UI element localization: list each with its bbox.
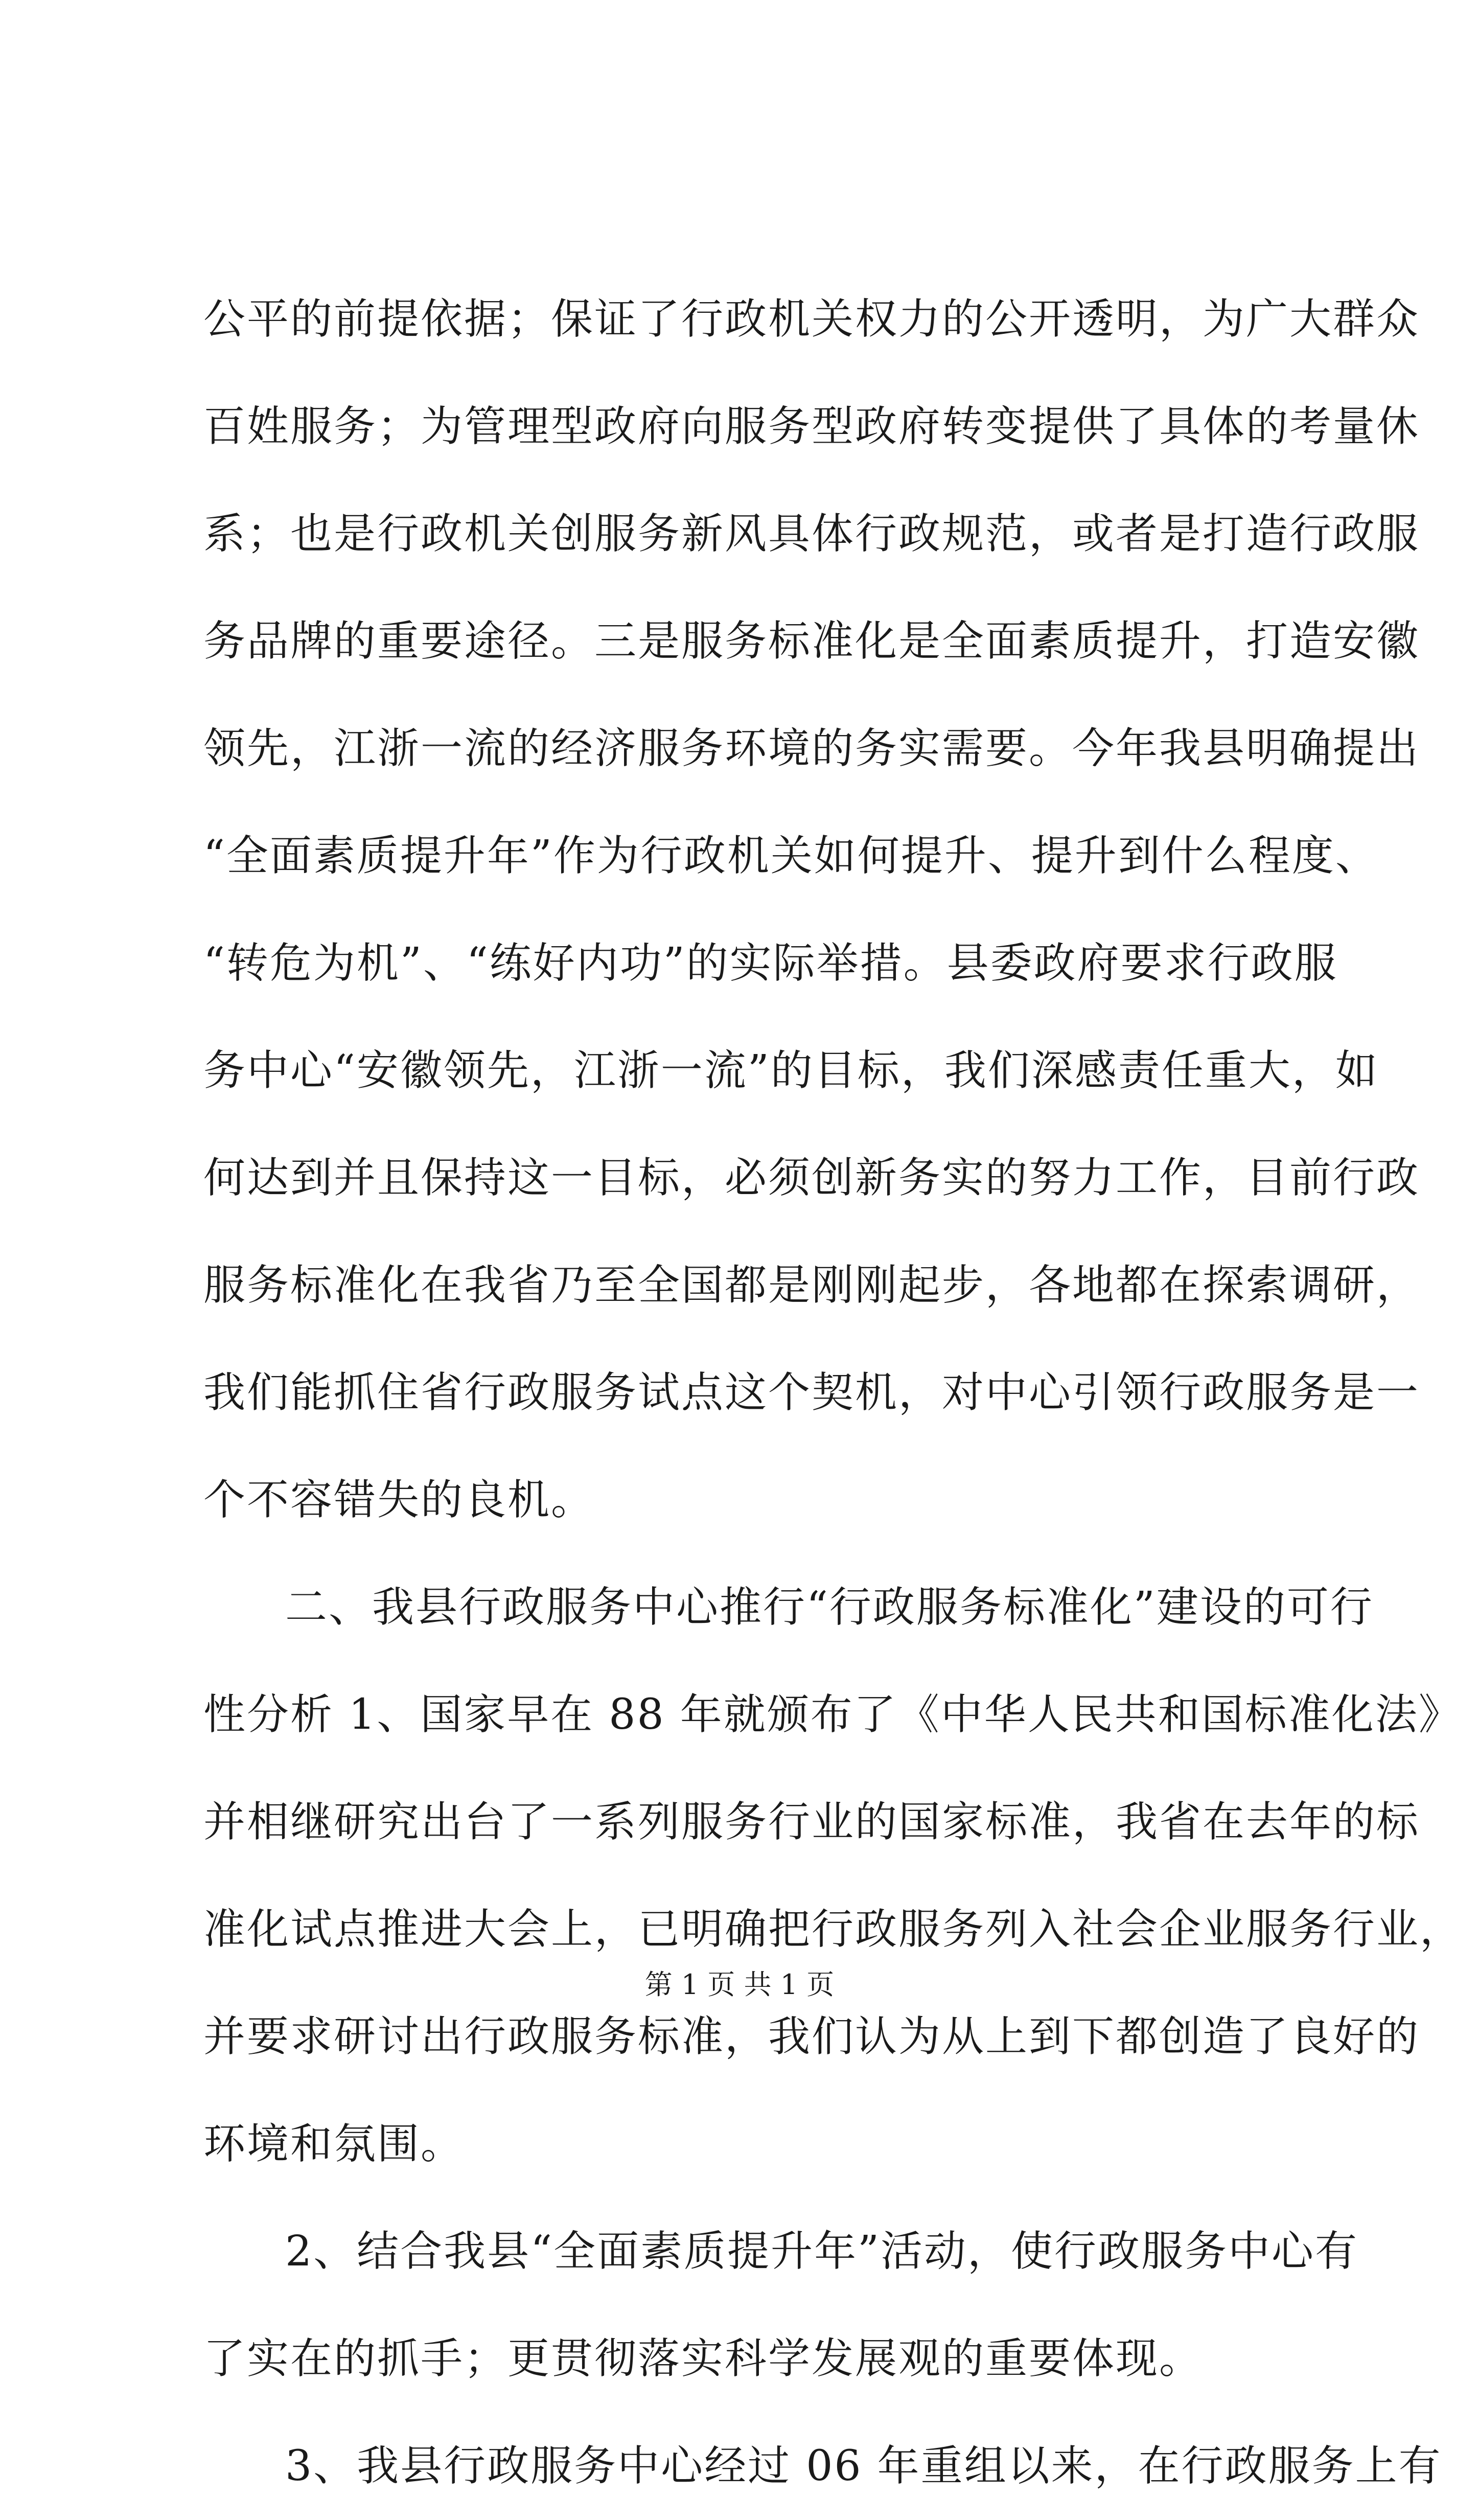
text-line: 我们能抓住省行政服务试点这个契机，对中心引领行政服务是一 — [203, 1368, 1420, 1417]
text-line: “全面素质提升年”作为行政机关如何提升、提升到什么程度、 — [203, 832, 1379, 880]
text-line: 性分析 1、国家早在 88 年就颁布了《中华人民共和国标准化法》 — [203, 1690, 1462, 1739]
text-line: 环境和氛围。 — [203, 2120, 465, 2168]
paragraph-start-line: 3、我县行政服务中心经过 06 年重组以来，在行政服务上有 — [285, 2442, 1442, 2490]
text-line: 了实在的抓手；更贯彻落实科学发展观的重要体现。 — [203, 2334, 1203, 2383]
text-line: 系；也是行政机关创服务新风具体行政规范，或者是打造行政服 — [203, 510, 1420, 558]
text-line: 领先，江浙一流的经济服务环境的务实需要。今年我县明确提出 — [203, 724, 1420, 773]
page-number-footer: 第 1 页 共 1 页 — [644, 1968, 835, 2001]
text-line: 务中心“安徽领先，江浙一流”的目标，我们深感责任重大，如 — [203, 1046, 1379, 1095]
text-line: 并相继研究出台了一系列服务行业的国家标准，我省在去年的标 — [203, 1798, 1420, 1846]
text-line: 何达到并且保持这一目标，必须创新务实的努力工作，目前行政 — [203, 1154, 1420, 1202]
text-line: 服务标准化在我省乃至全国都是刚刚起步，各地都在探索调研， — [203, 1261, 1420, 1310]
text-line: 个不容错失的良机。 — [203, 1476, 595, 1524]
text-line: “转危为机”、“练好内功”的实际举措。县委政府要求行政服 — [203, 939, 1338, 988]
paragraph-start-line: 二、我县行政服务中心推行“行政服务标准化”建设的可行 — [285, 1583, 1374, 1632]
text-line: 准化试点推进大会上，已明确把行政服务列入社会企业服务行业， — [203, 1905, 1464, 1954]
text-line: 公平的前提依据；保证了行政机关权力的公开透明，为广大群众 — [203, 295, 1420, 343]
text-line: 百姓服务；为管理型政府向服务型政府转变提供了具体的考量休 — [203, 402, 1420, 451]
paragraph-start-line: 2、结合我县“全面素质提升年”活动，使行政服务中心有 — [285, 2227, 1359, 2276]
text-line: 并要求研讨出行政服务标准，我们认为从上到下都创造了良好的 — [203, 2012, 1420, 2061]
document-body — [203, 266, 1464, 2520]
text-line: 务品牌的重要途径。三是服务标准化是全面素质提升，打造安徽 — [203, 617, 1420, 666]
